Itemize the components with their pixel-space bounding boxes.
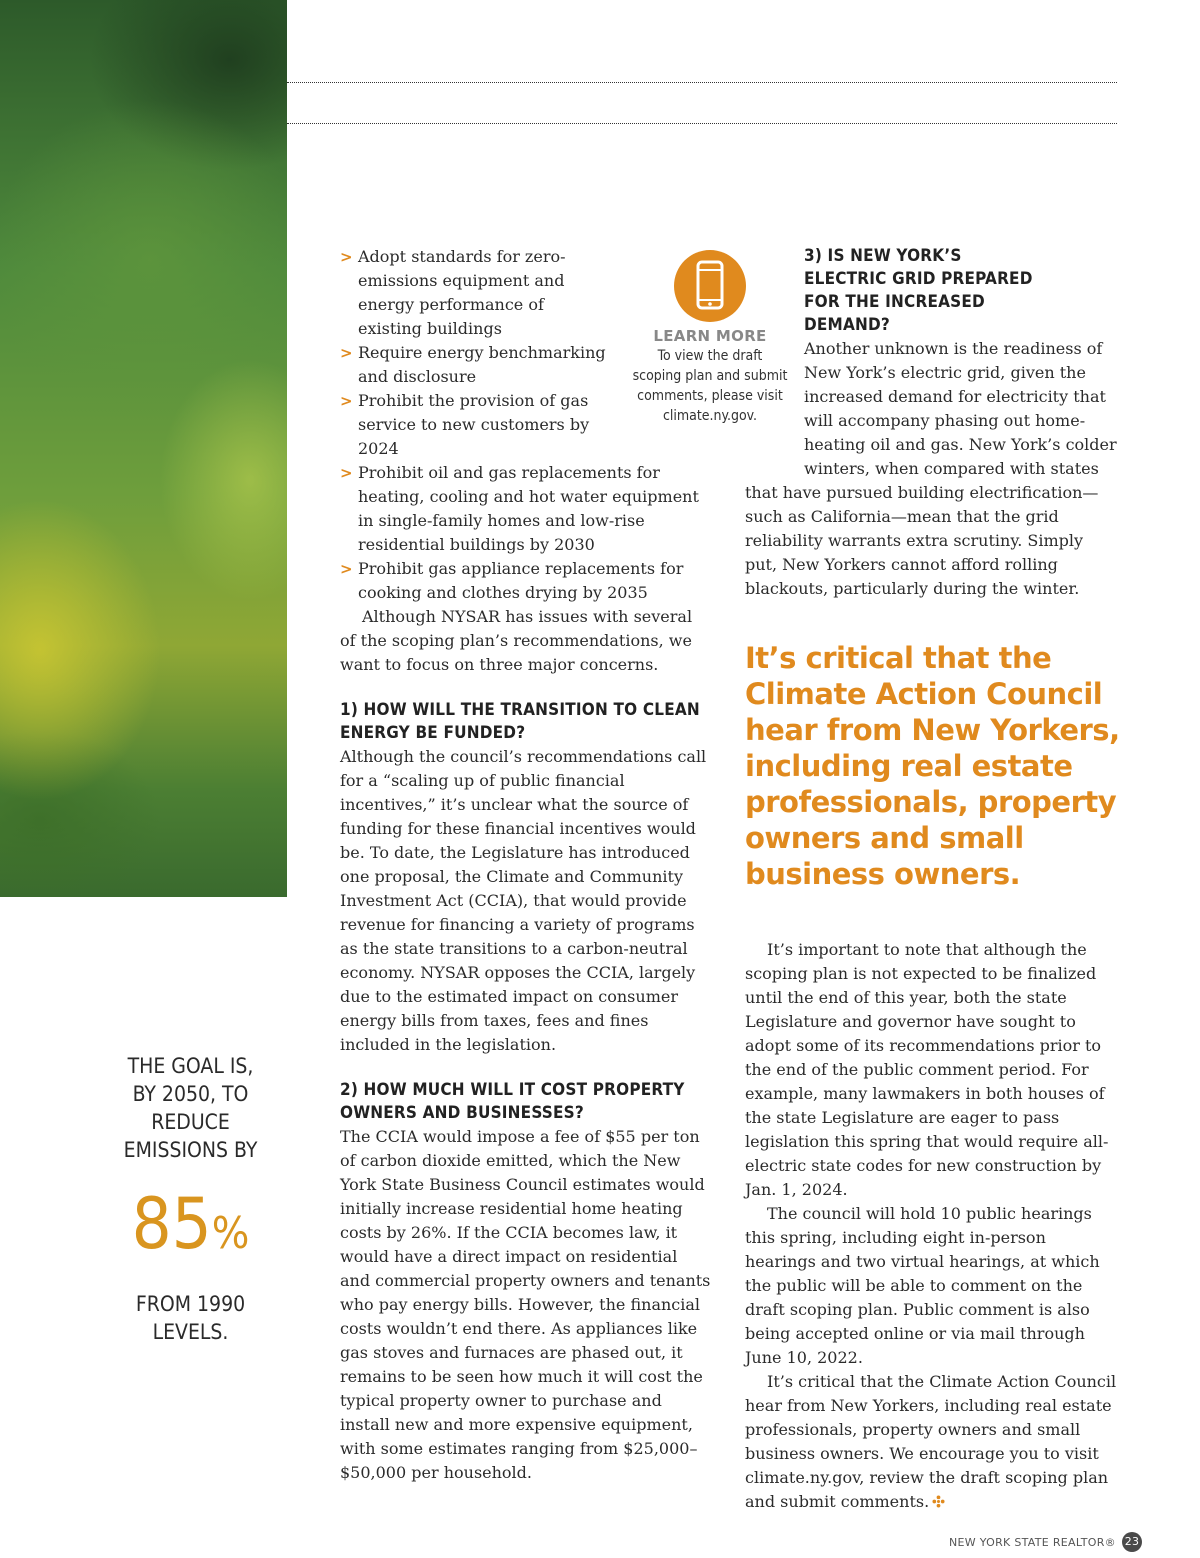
list-item: > Prohibit the provision of gas service to new customers by 2024 [340,391,590,458]
dotted-rule-top [287,82,1117,83]
end-of-article-icon [932,1495,945,1508]
smartphone-icon [674,250,746,322]
decorative-foliage-photo [0,0,287,897]
closing-paragraph: It’s critical that the Climate Action Council hear from New Yorkers, including real estate professionals, property owners and small business owners. We encourage you to visit climate.ny.gov, review the draft scoping plan and submit comments. [745,1372,1117,1511]
page-footer [949,1532,1142,1552]
bullet-arrow-icon: > [340,392,353,410]
section1-body: Although the council’s recommendations call for a “scaling up of public financial incentives,” it’s unclear what the source of funding for these financial incentives would be. To date, the Legislature has introduced one proposal, the Climate and Community Investment Act (CCIA), that would provide revenue for financing a variety of programs as the state transitions to a carbon-neutral economy. NYSAR opposes the CCIA, largely due to the estimated impact on consumer energy bills from taxes, fees and fines included in the legislation. [340,747,707,1054]
publication-name: NEW YORK STATE REALTOR® [948,1535,1116,1549]
goal-bottom-text: FROM 1990 LEVELS. [135,1292,246,1344]
dotted-rule-bottom [287,123,1117,124]
closing-text-column [745,938,1117,1514]
bullet-arrow-icon: > [340,248,353,266]
left-text-column [340,245,712,1485]
section1-heading: 1) HOW WILL THE TRANSITION TO CLEAN ENERGY BE FUNDED? [340,700,700,743]
closing-paragraph: It’s important to note that although the scoping plan is not expected to be finalized until the end of this year, both the state Legislature and governor have sought to adopt some of its recommendations prior to the end of the public comment period. For example, many lawmakers in both houses of the state Legislature are eager to pass legislation this spring that would require all-electric state codes for new construction by Jan. 1, 2024. [745,940,1109,1199]
goal-top-text: THE GOAL IS, BY 2050, TO REDUCE EMISSIONS BY [123,1054,258,1162]
bullet-arrow-icon: > [340,560,353,578]
section3-heading: 3) IS NEW YORK’S ELECTRIC GRID PREPARED FOR THE INCREASED DEMAND? [804,246,1033,335]
page-number: 23 [1122,1532,1142,1552]
closing-paragraph: The council will hold 10 public hearings this spring, including eight in-person hearings and two virtual hearings, at which the public will be able to comment on the draft scoping plan. Public comment is also being accepted online or via mail through June 10, 2022. [745,1204,1100,1367]
learn-more-text: To view the draft scoping plan and submit comments, please visit climate.ny.gov. [632,348,788,424]
intro-paragraph: Although NYSAR has issues with several of the scoping plan’s recommendations, we want to focus on three major concerns. [340,607,693,674]
section2-heading: 2) HOW MUCH WILL IT COST PROPERTY OWNERS AND BUSINESSES? [340,1080,685,1123]
bullet-arrow-icon: > [340,464,353,482]
pull-quote: It’s critical that the Climate Action Council hear from New Yorkers, including real estate professionals, property owners and small business owners. [745,641,1120,891]
right-text-column [745,245,1117,601]
list-item: > Require energy benchmarking and disclosure [340,343,606,386]
text-wrap-spacer [745,337,804,481]
goal-statistic [118,1052,263,1346]
section3-body: Another unknown is the readiness of New York’s electric grid, given the increased demand for electricity that will accompany phasing out home-heating oil and gas. New York’s colder winters, when compared with states that have pursued building electrification—such as California—mean that the grid reliability warrants extra scrutiny. Simply put, New Yorkers cannot afford rolling blackouts, particularly during the winter. [745,339,1117,598]
list-item: > Prohibit oil and gas replacements for heating, cooling and hot water equipment in single-family homes and low-rise residential buildings by 2030 [340,463,699,554]
section2-body: The CCIA would impose a fee of $55 per ton of carbon dioxide emitted, which the New York State Business Council estimates would initially increase residential home heating costs by 26%. If the CCIA becomes law, it would have a direct impact on residential and commercial property owners and tenants who pay energy bills. However, the financial costs wouldn’t end there. As appliances like gas stoves and furnaces are phased out, it remains to be seen how much it will cost the typical property owner to purchase and install new and more expensive equipment, with some estimates ranging from $25,000–$50,000 per household. [340,1127,711,1482]
list-item: > Prohibit gas appliance replacements for cooking and clothes drying by 2035 [340,559,684,602]
goal-number: 85% [131,1183,250,1265]
list-item: > Adopt standards for zero-emissions equipment and energy performance of existing buildings [340,247,566,338]
learn-more-title: LEARN MORE [653,327,767,345]
bullet-arrow-icon: > [340,344,353,362]
